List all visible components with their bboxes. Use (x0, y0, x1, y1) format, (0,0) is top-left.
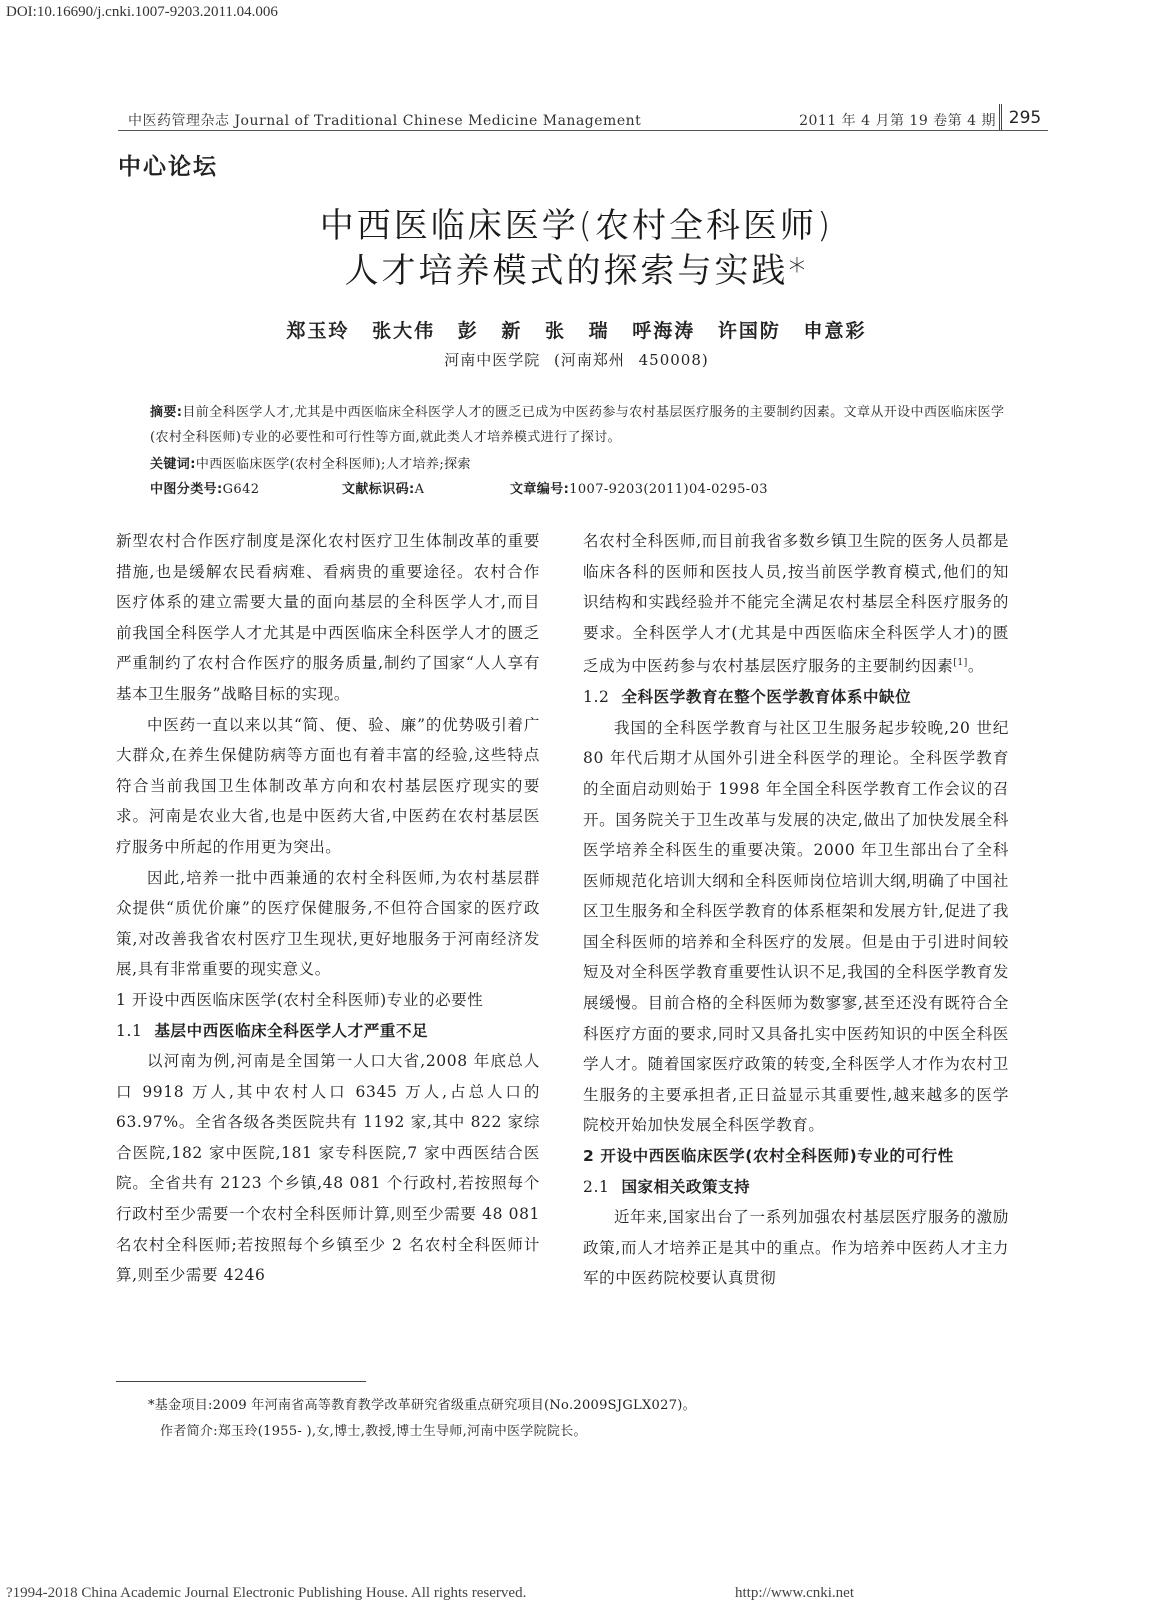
author-list: 郑玉玲 张大伟 彭 新 张 瑞 呼海涛 许国防 申意彩 (286, 320, 867, 342)
doc-code-value: A (414, 482, 425, 497)
paragraph (583, 526, 1009, 682)
subsection-number: 2.1 (583, 1177, 610, 1196)
clc-cell (150, 477, 259, 502)
paragraph: 新型农村合作医疗制度是深化农村医疗卫生体制改革的重要措施,也是缓解农民看病难、看病贵的重要途径。农村合作医疗体系的建立需要大量的面向基层的全科医学人才,而目前我国全科医学人才尤其是中西医临床全科医学人才的匮乏严重制约了农村合作医疗的服务质量,制约了国家“人人享有基本卫生服务”战略目标的实现。 (116, 532, 540, 703)
paragraph: 我国的全科医学教育与社区卫生服务起步较晚,20 世纪 80 年代后期才从国外引进全科医学的理论。全科医学教育的全面启动则始于 1998 年全国全科医学教育工作会议的召开。国务院关于卫生改革与发展的决定,做出了加快发展全科医学培养全科医生的重要决策。2000 年卫生部出台了全科医师规范化培训大纲和全科医师岗位培训大纲,明确了中国社区卫生服务和全科医学教育的体系框架和发展方针,促进了我国全科医师的培养和全科医疗的发展。但是由于引进时间较短及对全科医学教育重要性认识不足,我国的全科医学教育发展缓慢。目前合格的全科医师为数寥寥,甚至还没有既符合全科医疗方面的要求,同时又具备扎实中医药知识的中医全科医学人才。随着国家医疗政策的转变,全科医学人才作为农村卫生服务的主要承担者,正日益显示其重要性,越来越多的医学院校开始加快发展全科医学教育。 (583, 718, 1009, 1135)
keywords (150, 452, 1010, 477)
article-no-label: 文章编号: (510, 482, 570, 497)
subsection-number: 1.1 (116, 1021, 143, 1040)
paragraph: 因此,培养一批中西兼通的农村全科医师,为农村基层群众提供“质优价廉”的医疗保健服务,不但符合国家的医疗政策,对改善我省农村医疗卫生现状,更好地服务于河南经济发展,具有非常重要的现实意义。 (116, 868, 540, 979)
footnote-author-bio: 作者简介:郑玉玲(1955- ),女,博士,教授,博士生导师,河南中医学院院长。 (160, 1424, 587, 1439)
citation-ref: [1] (953, 658, 968, 669)
article-title-line-1: 中西医临床医学(农村全科医师) (319, 206, 834, 246)
issue-info: 2011 年 4 月第 19 卷第 4 期 (799, 113, 996, 129)
section-heading-1: 1 开设中西医临床医学(农村全科医师)专业的必要性 (116, 990, 484, 1009)
paragraph: 以河南为例,河南是全国第一人口大省,2008 年底总人口 9918 万人,其中农村人口 6345 万人,占总人口的 63.97%。全省各级各类医院共有 1192 家,其中 822 家综合医院,182 家中医院,181 家专科医院,7 家中西医结合医院。全省共有 2123 个乡镇,48 081 个行政村,若按照每个行政村至少需要一个农村全科医师计算,则至少需要 48 081 名农村全科医师;若按照每个乡镇至少 2 名农村全科医师计算,则至少需要 4246 (116, 1052, 540, 1285)
subsection-number: 1.2 (583, 688, 610, 707)
subsection-title: 国家相关政策支持 (621, 1177, 751, 1196)
clc-label: 中图分类号: (150, 482, 223, 497)
affiliation: 河南中医学院 (河南郑州 450008) (444, 351, 709, 369)
body-column-right (583, 526, 1009, 1294)
subsection-heading-1-2 (583, 682, 1009, 713)
section-heading-2: 2 开设中西医临床医学(农村全科医师)专业的可行性 (583, 1147, 954, 1166)
running-head (118, 104, 1048, 131)
journal-name: 中医药管理杂志 Journal of Traditional Chinese Medicine Management (128, 113, 642, 129)
abstract (150, 400, 1010, 450)
keywords-label: 关键词: (150, 457, 196, 472)
doi-text: DOI:10.16690/j.cnki.1007-9203.2011.04.006 (6, 4, 278, 20)
copyright-notice: ?1994-2018 China Academic Journal Electronic Publishing House. All rights reserved. (6, 1585, 527, 1601)
page-number: 295 (999, 104, 1048, 130)
body-column-left (116, 526, 540, 1291)
article-title-line-2: 人才培养模式的探索与实践* (344, 251, 809, 291)
abstract-text: 目前全科医学人才,尤其是中西医临床全科医学人才的匮乏已成为中医药参与农村基层医疗服务的主要制约因素。文章从开设中西医临床医学(农村全科医师)专业的必要性和可行性等方面,就此类人才培养模式进行了探讨。 (150, 405, 1005, 445)
clc-value: G642 (222, 482, 260, 497)
section-label: 中心论坛 (118, 154, 218, 180)
paragraph: 中医药一直以来以其“简、便、验、廉”的优势吸引着广大群众,在养生保健防病等方面也有着丰富的经验,这些特点符合当前我国卫生体制改革方向和农村基层医疗现实的要求。河南是农业大省,也是中医药大省,中医药在农村基层医疗服务中所起的作用更为突出。 (116, 715, 540, 856)
doc-code-cell (342, 477, 424, 502)
footnote-fund: *基金项目:2009 年河南省高等教育教学改革研究省级重点研究项目(No.2009SJGLX027)。 (148, 1398, 696, 1413)
article-no-value: 1007-9203(2011)04-0295-03 (569, 482, 768, 497)
keywords-text: 中西医临床医学(农村全科医师);人才培养;探索 (195, 457, 471, 472)
paragraph-text: 名农村全科医师,而目前我省多数乡镇卫生院的医务人员都是临床各科的医师和医技人员,按当前医学教育模式,他们的知识结构和实践经验并不能完全满足农村基层全科医疗服务的要求。全科医学人才(尤其是中西医临床全科医学人才)的匮乏成为中医药参与农村基层医疗服务的主要制约因素 (583, 532, 1009, 676)
copyright-link[interactable]: http://www.cnki.net (735, 1585, 855, 1601)
subsection-title: 基层中西医临床全科医学人才严重不足 (154, 1021, 429, 1040)
article-no-cell (510, 477, 768, 502)
footnote-divider (116, 1381, 366, 1382)
subsection-title: 全科医学教育在整个医学教育体系中缺位 (621, 688, 912, 707)
abstract-label: 摘要: (150, 405, 183, 420)
paragraph-end: 。 (967, 657, 984, 676)
doc-code-label: 文献标识码: (342, 482, 415, 497)
paragraph: 近年来,国家出台了一系列加强农村基层医疗服务的激励政策,而人才培养正是其中的重点。作为培养中医药人才主力军的中医药院校要认真贯彻 (583, 1208, 1009, 1288)
subsection-heading-2-1 (583, 1172, 1009, 1203)
subsection-heading-1-1 (116, 1016, 540, 1047)
